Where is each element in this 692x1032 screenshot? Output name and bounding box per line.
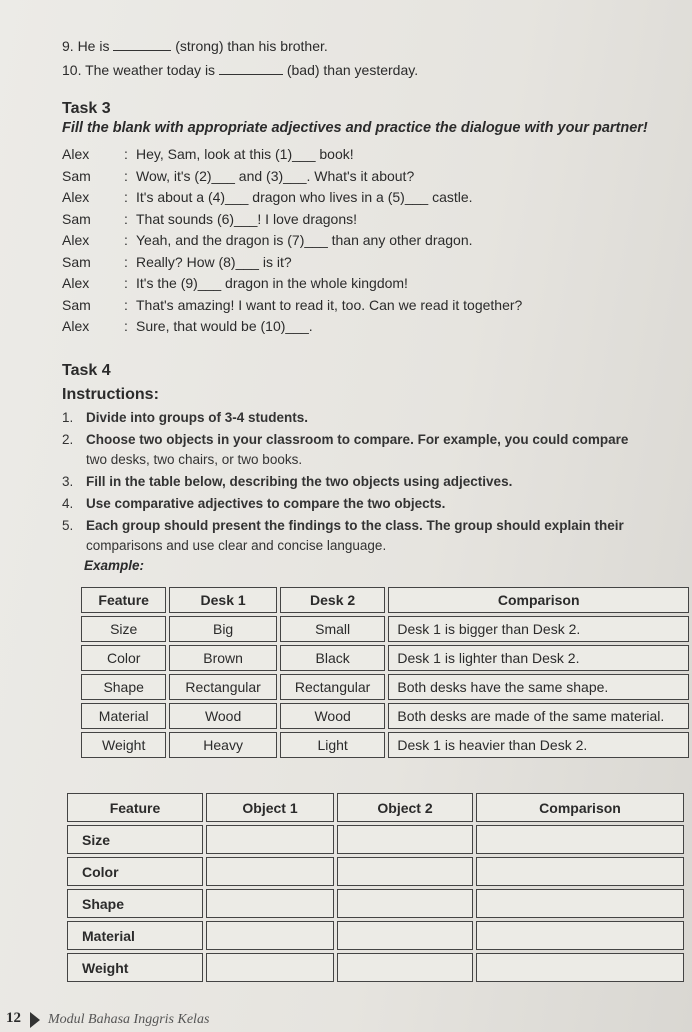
instruction-number: 4.	[62, 496, 74, 511]
table-cell: Material	[81, 703, 166, 729]
instruction-number: 2.	[62, 432, 74, 447]
dialogue-text: Wow, it's (2)___ and (3)___. What's it about?	[136, 167, 415, 184]
table-cell: Small	[280, 616, 386, 642]
table-cell: Wood	[280, 703, 386, 729]
task3-title: Task 3	[62, 100, 111, 117]
q9-start: 9. He is	[62, 38, 110, 54]
dialogue-line	[62, 232, 473, 248]
q10-end: (bad) than yesterday.	[286, 62, 419, 78]
header-cell: Object 2	[337, 793, 473, 822]
table-header-row	[67, 793, 684, 822]
instruction-item	[62, 496, 445, 511]
empty-answer-cell[interactable]	[337, 921, 473, 950]
empty-answer-cell[interactable]	[206, 825, 334, 854]
dialogue-text: Sure, that would be (10)___.	[136, 318, 313, 334]
table-cell: Light	[280, 732, 386, 758]
colon: :	[124, 189, 128, 205]
empty-answer-cell[interactable]	[476, 889, 684, 918]
instruction-text: Divide into groups of 3-4 students.	[86, 410, 309, 425]
speaker: Sam	[62, 296, 91, 313]
dialogue-line	[62, 168, 414, 184]
table-cell: Desk 1 is bigger than Desk 2.	[388, 616, 689, 642]
instructions-title: Instructions:	[62, 386, 159, 403]
colon: :	[124, 318, 128, 334]
table-cell: Rectangular	[169, 674, 276, 700]
instruction-item	[62, 474, 512, 489]
instruction-number: 5.	[62, 518, 74, 533]
colon: :	[124, 167, 128, 184]
table-cell: Shape	[81, 674, 166, 700]
empty-answer-cell[interactable]	[206, 889, 334, 918]
header-cell: Feature	[67, 793, 203, 822]
q9-end: (strong) than his brother.	[175, 38, 328, 54]
empty-answer-cell[interactable]	[476, 825, 684, 854]
table-row	[81, 616, 689, 642]
footer-text: Modul Bahasa Inggris Kelas	[48, 1012, 210, 1027]
question-10	[62, 62, 418, 78]
dialogue-line	[62, 275, 408, 291]
table-row	[67, 825, 684, 854]
empty-answer-cell[interactable]	[206, 921, 334, 950]
speaker: Alex	[62, 275, 90, 291]
header-cell: Comparison	[476, 793, 684, 822]
feature-label-cell: Color	[67, 857, 203, 886]
table-cell: Desk 1 is lighter than Desk 2.	[388, 645, 689, 671]
dialogue-text: Really? How (8)___ is it?	[136, 253, 292, 270]
table-cell: Color	[81, 645, 166, 671]
table-cell: Size	[81, 616, 166, 642]
q10-start: 10. The weather today is	[62, 62, 216, 78]
dialogue-line	[62, 297, 522, 313]
table-cell: Wood	[169, 703, 276, 729]
empty-answer-cell[interactable]	[476, 857, 684, 886]
speaker: Sam	[62, 253, 91, 270]
instruction-text: Fill in the table below, describing the two objects using adjectives.	[86, 474, 513, 489]
dialogue-line	[62, 146, 354, 162]
empty-answer-cell[interactable]	[337, 857, 473, 886]
instruction-item	[62, 538, 386, 553]
table-row	[81, 703, 689, 729]
footer-arrow-icon	[30, 1012, 40, 1028]
dialogue-text: It's about a (4)___ dragon who lives in a (5)___ castle.	[136, 189, 473, 205]
table-row	[81, 645, 689, 671]
header-cell: Desk 1	[169, 587, 276, 613]
instruction-item	[62, 518, 624, 533]
empty-answer-cell[interactable]	[337, 953, 473, 982]
feature-label-cell: Material	[67, 921, 203, 950]
instruction-text: Choose two objects in your classroom to compare. For example, you could compare	[86, 432, 629, 447]
feature-label-cell: Weight	[67, 953, 203, 982]
empty-answer-cell[interactable]	[476, 921, 684, 950]
instruction-text: Use comparative adjectives to compare the two objects.	[86, 496, 446, 511]
header-cell: Comparison	[388, 587, 689, 613]
q9-blank[interactable]	[113, 50, 171, 51]
task4-title: Task 4	[62, 362, 111, 379]
instruction-text: two desks, two chairs, or two books.	[86, 452, 303, 467]
dialogue-line	[62, 254, 292, 270]
table-cell: Brown	[169, 645, 276, 671]
question-9	[62, 38, 328, 54]
dialogue-text: That sounds (6)___! I love dragons!	[136, 210, 358, 227]
header-cell: Feature	[81, 587, 166, 613]
empty-answer-cell[interactable]	[476, 953, 684, 982]
instruction-number: 1.	[62, 410, 74, 425]
table-cell: Heavy	[169, 732, 276, 758]
table-cell: Both desks are made of the same material.	[388, 703, 689, 729]
feature-label-cell: Size	[67, 825, 203, 854]
speaker: Sam	[62, 167, 91, 184]
example-table	[78, 584, 692, 761]
empty-answer-cell[interactable]	[337, 825, 473, 854]
table-row	[67, 889, 684, 918]
dialogue-text: That's amazing! I want to read it, too. Can we read it together?	[136, 296, 523, 313]
table-cell: Both desks have the same shape.	[388, 674, 689, 700]
colon: :	[124, 232, 128, 248]
table-cell: Black	[280, 645, 386, 671]
instruction-item	[62, 432, 628, 447]
dialogue-text: Hey, Sam, look at this (1)___ book!	[136, 146, 354, 162]
colon: :	[124, 296, 128, 313]
table-cell: Rectangular	[280, 674, 386, 700]
instruction-number: 3.	[62, 474, 74, 489]
comparison-table	[64, 790, 687, 985]
dialogue-text: Yeah, and the dragon is (7)___ than any other dragon.	[136, 232, 473, 248]
page-number: 12	[6, 1010, 21, 1026]
speaker: Alex	[62, 232, 90, 248]
task3-instruction: Fill the blank with appropriate adjectives and practice the dialogue with your partner!	[62, 120, 648, 136]
instruction-item	[62, 410, 308, 425]
table-cell: Big	[169, 616, 276, 642]
empty-answer-cell[interactable]	[206, 953, 334, 982]
table-row	[81, 674, 689, 700]
dialogue-line	[62, 318, 313, 334]
empty-answer-cell[interactable]	[337, 889, 473, 918]
instruction-text: comparisons and use clear and concise language.	[86, 538, 387, 553]
dialogue-text: It's the (9)___ dragon in the whole kingdom!	[136, 275, 408, 291]
colon: :	[124, 253, 128, 270]
table-row	[67, 857, 684, 886]
q10-blank[interactable]	[219, 74, 283, 75]
feature-label-cell: Shape	[67, 889, 203, 918]
speaker: Alex	[62, 146, 90, 162]
instruction-text: Each group should present the findings to the class. The group should explain their	[86, 518, 624, 533]
dialogue-line	[62, 189, 473, 205]
example-label: Example:	[84, 558, 145, 573]
speaker: Alex	[62, 189, 90, 205]
table-header-row	[81, 587, 689, 613]
speaker: Alex	[62, 318, 90, 334]
dialogue-line	[62, 211, 357, 227]
table-cell: Desk 1 is heavier than Desk 2.	[388, 732, 689, 758]
instruction-item	[62, 452, 302, 467]
header-cell: Desk 2	[280, 587, 386, 613]
colon: :	[124, 210, 128, 227]
header-cell: Object 1	[206, 793, 334, 822]
table-row	[81, 732, 689, 758]
colon: :	[124, 275, 128, 291]
table-row	[67, 921, 684, 950]
colon: :	[124, 146, 128, 162]
table-row	[67, 953, 684, 982]
empty-answer-cell[interactable]	[206, 857, 334, 886]
table-cell: Weight	[81, 732, 166, 758]
speaker: Sam	[62, 210, 91, 227]
